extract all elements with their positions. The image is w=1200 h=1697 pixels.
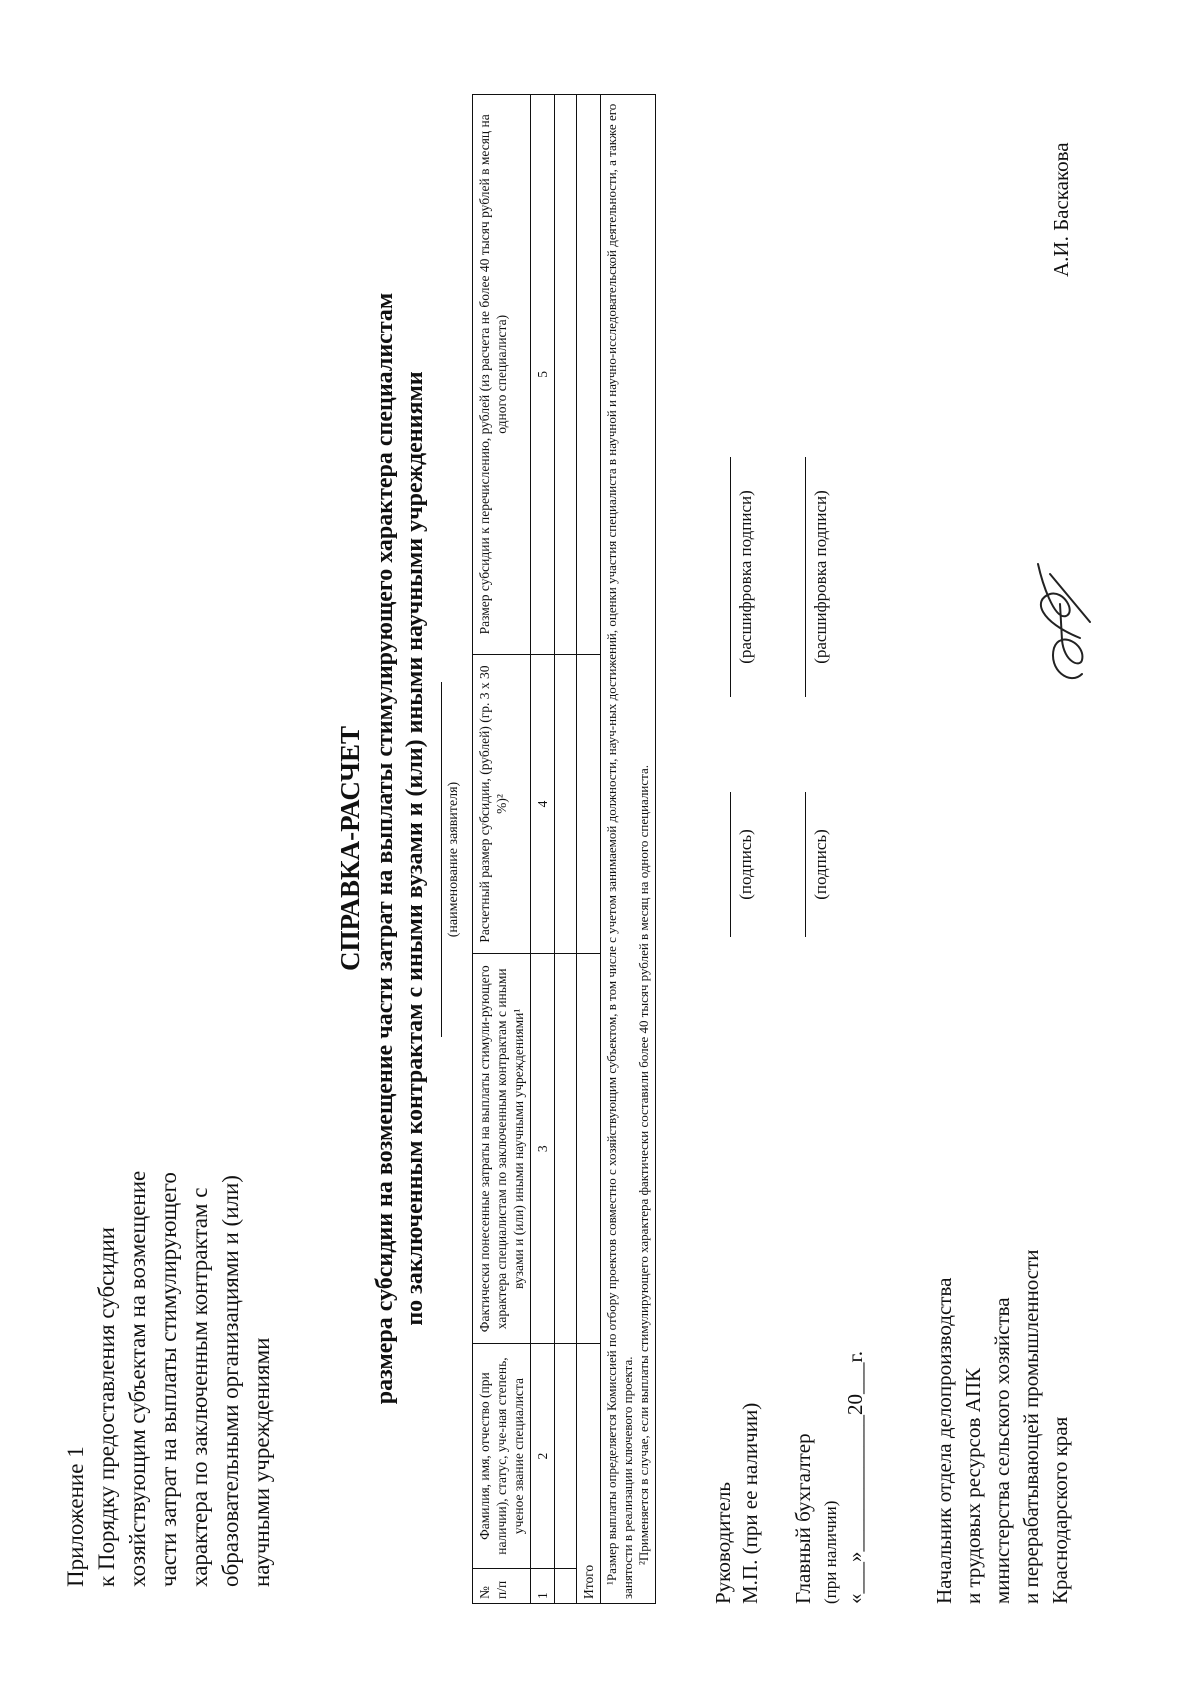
appendix-line: хозяйствующим субъектам на возмещение	[125, 1170, 150, 1587]
official-position	[930, 1249, 1075, 1604]
header-actual-costs: Фактически понесенные затраты на выплаты стимули-рующего характера специалистам по заключенным контрактам с иными вузами и (или) иными научными учреждениями¹	[473, 954, 531, 1344]
official-line: и перерабатывающей промышленности	[1019, 1249, 1043, 1604]
header-subsidy-transfer: Размер субсидии к перечислению, рублей (из расчета не более 40 тысяч рублей в месяц на одного специалиста)	[473, 95, 531, 655]
col-number: 4	[531, 654, 555, 954]
applicant-caption: (наименование заявителя)	[446, 781, 461, 938]
footnote-2: ²Применяется в случае, если выплаты стимулирующего характера фактически составили более 40 тысяч рублей в месяц на одного специалиста.	[636, 764, 651, 1565]
footnotes	[601, 95, 656, 1604]
table-row-numbers	[531, 95, 555, 1604]
col-number: 2	[531, 1344, 555, 1569]
table-header-row	[473, 95, 531, 1604]
subtitle-line-2: по заключенным контрактам с иными вузами и (или) иными научными учреждениями	[402, 371, 428, 1326]
stamp-note: М.П. (при ее наличии)	[738, 1402, 762, 1604]
head-signature-caption: (подпись)	[736, 829, 755, 900]
official-line: и трудовых ресурсов АПК	[961, 1368, 985, 1604]
head-signature-line	[730, 792, 731, 937]
appendix-line: научными учреждениями	[249, 1337, 274, 1587]
accountant-note: (при наличии)	[821, 1500, 840, 1604]
calculation-table	[472, 94, 656, 1604]
accountant-signature-line	[805, 792, 806, 937]
col-number: 5	[531, 95, 555, 655]
table-row-total	[577, 95, 601, 1604]
head-title: Руководитель	[711, 1482, 735, 1604]
appendix-line: характера по заключенным контрактам с	[187, 1187, 212, 1587]
col-number: 1	[531, 1569, 555, 1604]
footnote-1: ¹Размер выплаты определяется Комиссией по отбору проектов совместно с хозяйствующим субъектом, в том числе с учетом занимаемой должности, науч-ных достижений, оценки участия специалиста в научной и научно-исследовательской деятельности, а также его занятости в реализации ключевого проекта.	[604, 103, 635, 1599]
table-row-footnotes	[601, 95, 656, 1604]
appendix-line: части затрат на выплаты стимулирующего	[156, 1172, 181, 1587]
official-line: Начальник отдела делопроизводства	[932, 1277, 956, 1604]
official-name: А.И. Баскакова	[1049, 142, 1073, 277]
official-line: Краснодарского края	[1048, 1416, 1072, 1604]
accountant-signature-caption: (подпись)	[811, 829, 830, 900]
date-line: «___»_____________20___г.	[843, 1351, 867, 1604]
header-specialist: Фамилия, имя, отчество (при наличии), статус, уче-ная степень, ученое звание специалиста	[473, 1344, 531, 1569]
appendix-line: Приложение 1	[63, 1446, 88, 1587]
table-row-empty	[555, 95, 577, 1604]
total-label: Итого	[577, 1344, 601, 1604]
applicant-name-line	[441, 682, 442, 1037]
document-title: СПРАВКА-РАСЧЕТ	[335, 726, 365, 971]
accountant-decoding-caption: (расшифровка подписи)	[811, 490, 830, 664]
header-num: № п/п	[473, 1569, 531, 1604]
header-calculated-subsidy: Расчетный размер субсидии, (рублей) (гр. 3 х 30 %)²	[473, 654, 531, 954]
official-line: министерства сельского хозяйства	[990, 1297, 1014, 1604]
document-subtitle	[370, 0, 430, 1697]
appendix-line: образовательными организациями и (или)	[218, 1175, 243, 1587]
accountant-decoding-line	[805, 457, 806, 697]
appendix-line: к Порядку предоставления субсидии	[94, 1227, 119, 1587]
appendix-block	[60, 1027, 277, 1587]
handwritten-signature-icon	[1020, 542, 1115, 692]
head-decoding-line	[730, 457, 731, 697]
subtitle-line-1: размера субсидии на возмещение части затрат на выплаты стимулирующего характера специалистам	[372, 292, 398, 1405]
col-number: 3	[531, 954, 555, 1344]
accountant-title: Главный бухгалтер	[791, 1433, 815, 1604]
head-decoding-caption: (расшифровка подписи)	[736, 490, 755, 664]
